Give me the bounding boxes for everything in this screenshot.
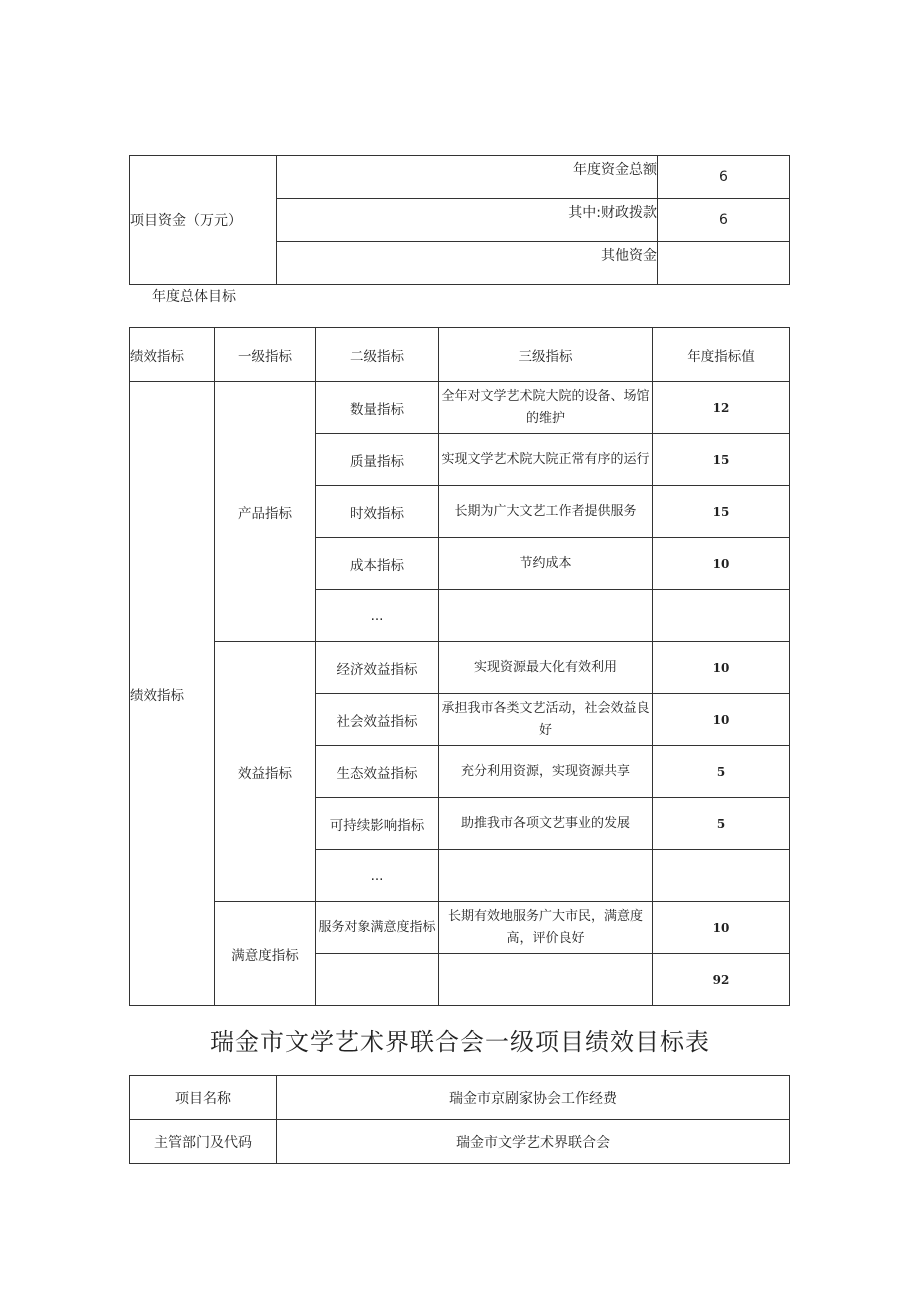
fund-row-value: 6 [658,156,790,199]
level3-cell [439,590,653,642]
performance-table [129,327,790,1006]
fund-row-name: 其他资金 [277,242,658,285]
fund-row-value: 6 [658,199,790,242]
level3-cell [439,954,653,1006]
info-label: 项目名称 [130,1076,277,1120]
perf-category: 绩效指标 [130,382,215,1006]
level2-cell: ... [316,590,439,642]
level3-cell: 实现资源最大化有效利用 [439,642,653,694]
level2-cell: 成本指标 [316,538,439,590]
header-cell: 三级指标 [439,328,653,382]
project-info-table [129,1075,790,1164]
level2-cell [316,954,439,1006]
value-cell: 5 [653,746,790,798]
level1-cell: 效益指标 [215,642,316,902]
value-cell: 15 [653,486,790,538]
value-cell: 10 [653,642,790,694]
level2-cell: 经济效益指标 [316,642,439,694]
value-cell: 10 [653,902,790,954]
level2-cell: 社会效益指标 [316,694,439,746]
level2-cell: 时效指标 [316,486,439,538]
fund-row-value [658,242,790,285]
level1-cell: 满意度指标 [215,902,316,1006]
fund-row-name: 其中:财政拨款 [277,199,658,242]
header-cell: 绩效指标 [130,328,215,382]
annual-goal-label: 年度总体目标 [152,289,236,305]
value-cell: 12 [653,382,790,434]
value-cell: 15 [653,434,790,486]
level3-cell: 全年对文学艺术院大院的设备、场馆的维护 [439,382,653,434]
info-label: 主管部门及代码 [130,1120,277,1164]
value-cell: 5 [653,798,790,850]
level3-cell: 长期有效地服务广大市民，满意度高，评价良好 [439,902,653,954]
header-cell: 年度指标值 [653,328,790,382]
value-cell: 10 [653,538,790,590]
fund-label: 项目资金（万元） [130,156,277,285]
total-value-cell: 92 [653,954,790,1006]
level3-cell: 实现文学艺术院大院正常有序的运行 [439,434,653,486]
fund-table [129,155,790,285]
level2-cell: 数量指标 [316,382,439,434]
level1-cell: 产品指标 [215,382,316,642]
fund-row-name: 年度资金总额 [277,156,658,199]
level3-cell [439,850,653,902]
value-cell [653,590,790,642]
level3-cell: 节约成本 [439,538,653,590]
header-cell: 二级指标 [316,328,439,382]
value-cell: 10 [653,694,790,746]
page-title: 瑞金市文学艺术界联合会一级项目绩效目标表 [210,1028,710,1056]
level2-cell: 生态效益指标 [316,746,439,798]
level2-cell: 服务对象满意度指标 [316,902,439,954]
header-cell: 一级指标 [215,328,316,382]
level3-cell: 长期为广大文艺工作者提供服务 [439,486,653,538]
info-value: 瑞金市京剧家协会工作经费 [277,1076,790,1120]
value-cell [653,850,790,902]
level2-cell: 质量指标 [316,434,439,486]
level2-cell: 可持续影响指标 [316,798,439,850]
info-value: 瑞金市文学艺术界联合会 [277,1120,790,1164]
level3-cell: 承担我市各类文艺活动，社会效益良好 [439,694,653,746]
level3-cell: 助推我市各项文艺事业的发展 [439,798,653,850]
level2-cell: ... [316,850,439,902]
level3-cell: 充分利用资源，实现资源共享 [439,746,653,798]
